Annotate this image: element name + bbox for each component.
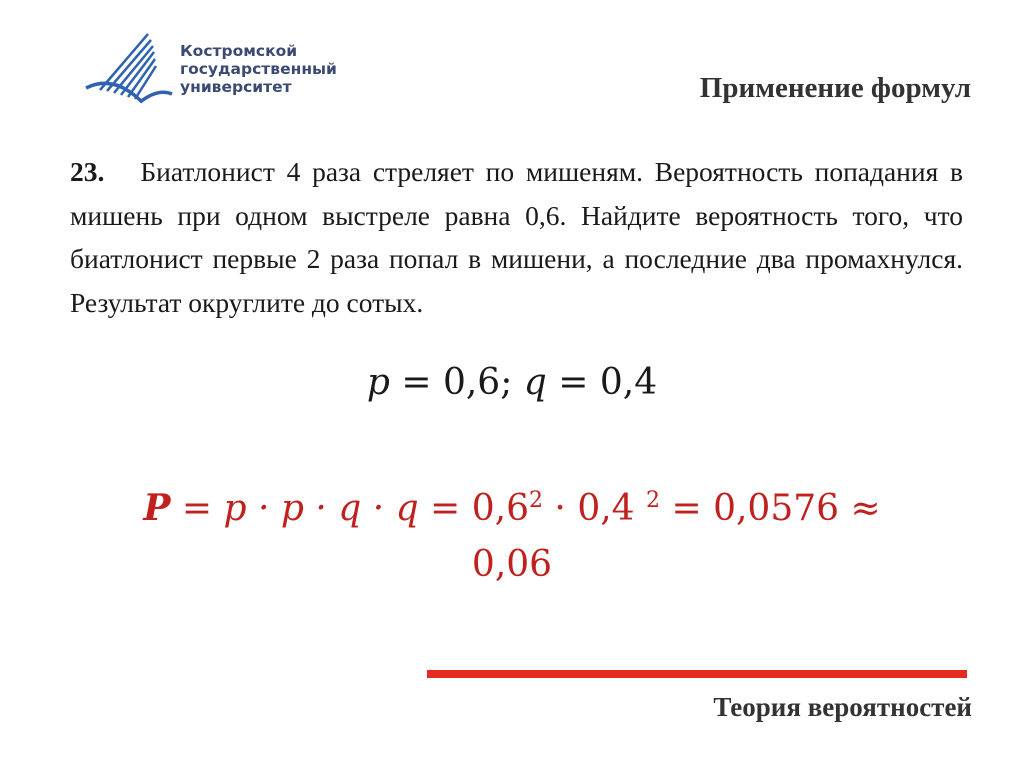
q-value: = 0,4 <box>546 362 658 403</box>
logo-line-2: государственный <box>180 60 337 78</box>
result-exponent-2: 2 <box>646 488 661 513</box>
problem-number: 23. <box>70 156 105 187</box>
given-formula <box>0 362 1024 403</box>
q-variable: q <box>523 362 547 403</box>
slide-title: Применение формул <box>699 72 971 104</box>
logo-emblem-icon <box>80 30 176 110</box>
footer-divider <box>427 670 967 678</box>
result-mid: · 0,4 <box>542 488 647 529</box>
result-product: p · p · q · q <box>223 488 419 529</box>
footer-title: Теория вероятностей <box>713 692 972 722</box>
p-variable: p <box>366 362 390 403</box>
problem-statement <box>70 150 963 324</box>
logo-line-1: Костромской <box>180 42 298 60</box>
result-eq2: = 0,6 <box>418 488 529 529</box>
problem-text: Биатлонист 4 раза стреляет по мишеням. Вероятность попадания в мишень при одном выстреле равна 0,6. Найдите вероятность того, что биатлонист первые 2 раза попал в мишени, а последние два промахнулся. Результат округлите до сотых. <box>70 156 963 318</box>
logo-text <box>180 42 337 96</box>
result-rounded: 0,06 <box>471 544 553 585</box>
result-eq1: = <box>170 488 224 529</box>
result-tail: = 0,0576 ≈ <box>660 488 881 529</box>
university-logo <box>80 30 360 115</box>
probability-symbol: P <box>143 487 171 529</box>
result-exponent-1: 2 <box>528 488 543 513</box>
p-value: = 0,6; <box>389 362 524 403</box>
result-formula <box>0 480 1024 593</box>
logo-line-3: университет <box>180 78 292 96</box>
result-formula-line-1 <box>0 480 1024 537</box>
